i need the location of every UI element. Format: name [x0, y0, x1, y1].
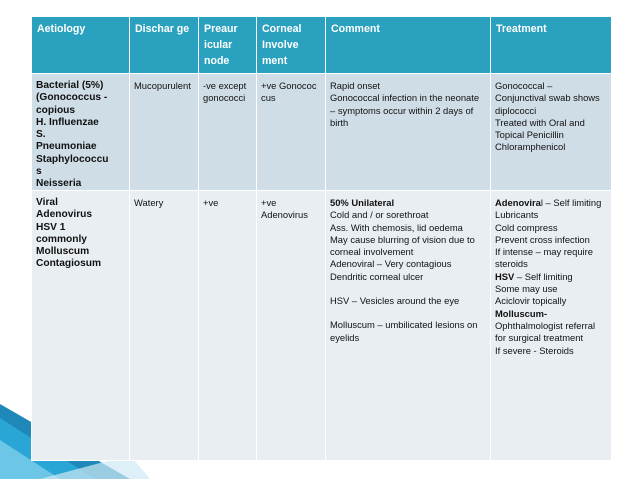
cell-aetiology	[32, 191, 130, 461]
header-comment: Comment	[326, 17, 491, 74]
header-preauricular-node: Preaur icular node	[199, 17, 257, 74]
treatment-line: Cold compress	[495, 221, 558, 233]
comment-line: Adenoviral – Very contagious	[330, 258, 452, 270]
comment-line: Gonococcal infection in the neonate – symptoms occur within 2 days of birth	[330, 92, 480, 128]
cell-treatment	[491, 74, 612, 191]
treatment-label: Molluscum-	[495, 307, 548, 319]
treatment-line: Ophthalmologist referral for surgical treatment	[495, 319, 596, 344]
treatment-label: Adenovira	[495, 197, 541, 208]
treatment-line: Some may use	[495, 283, 558, 295]
treatment-line: Treated with Oral and Topical Penicillin	[495, 116, 585, 141]
treatment-line: If severe - Steroids	[495, 344, 574, 356]
comment-line: Rapid onset	[330, 80, 381, 91]
table-row-bacterial	[32, 74, 612, 191]
aetiology-list	[36, 80, 125, 187]
comment-line: Ass. With chemosis, lid oedema	[330, 221, 463, 233]
header-row	[32, 17, 612, 74]
treatment-line: Gonococcal –	[495, 80, 553, 91]
table-row-viral	[32, 191, 612, 461]
aetiology-line: Adenovirus	[36, 209, 93, 221]
aetiology-line: s	[36, 166, 42, 178]
aetiology-line: Viral	[36, 197, 58, 208]
comment-line: HSV – Vesicles around the eye	[330, 295, 460, 307]
cell-corneal: +ve Gonococcus	[257, 74, 326, 191]
comment-line: Dendritic corneal ulcer	[330, 270, 424, 282]
cell-discharge: Watery	[130, 191, 199, 461]
aetiology-line: Bacterial (5%)	[36, 80, 104, 91]
treatment-line: If intense – may require steroids	[495, 246, 593, 270]
treatment-hsv	[495, 271, 607, 283]
treatment-adenoviral	[495, 197, 607, 209]
aetiology-line: (Gonococcus -	[36, 92, 108, 104]
aetiology-line: Neisseria	[36, 178, 82, 187]
cell-treatment	[491, 191, 612, 461]
cell-node: -ve except gonococci	[199, 74, 257, 191]
aetiology-line: Staphylococcu	[36, 153, 109, 165]
treatment-line: Lubricants	[495, 209, 539, 221]
treatment-line: Prevent cross infection	[495, 233, 590, 245]
cell-comment	[326, 191, 491, 461]
comment-line: May cause blurring of vision due to corneal involvement	[330, 233, 475, 258]
aetiology-line: copious	[36, 104, 76, 116]
treatment-line: Conjunctival swab shows diplococci	[495, 92, 600, 116]
conjunctivitis-table	[31, 16, 612, 461]
aetiology-line: Molluscum	[36, 246, 90, 258]
treatment-text: – Self limiting	[514, 270, 573, 282]
cell-node: +ve	[199, 191, 257, 461]
comment-line: Molluscum – umbilicated lesions on eyelids	[330, 319, 478, 343]
header-aetiology: Aetiology	[32, 17, 130, 74]
header-treatment: Treatment	[491, 17, 612, 74]
treatment-label: HSV	[495, 270, 515, 282]
aetiology-line: Contagiosum	[36, 258, 102, 270]
cell-discharge: Mucopurulent	[130, 74, 199, 191]
treatment-line: Aciclovir topically	[495, 295, 567, 307]
treatment-text: l – Self limiting	[540, 197, 602, 208]
comment-line: Cold and / or sorethroat	[330, 209, 429, 221]
aetiology-line: commonly	[36, 233, 87, 245]
aetiology-list	[36, 197, 125, 271]
header-corneal-involvement: Corneal Involve ment	[257, 17, 326, 74]
comment-heading: 50% Unilateral	[330, 197, 395, 208]
aetiology-line: H. Influenzae	[36, 116, 99, 128]
aetiology-line: Pneumoniae	[36, 141, 97, 153]
treatment-line: Chloramphenicol	[495, 141, 566, 153]
aetiology-line: HSV 1	[36, 221, 66, 233]
aetiology-line: S.	[36, 129, 46, 141]
header-discharge: Dischar ge	[130, 17, 199, 74]
cell-aetiology	[32, 74, 130, 191]
cell-comment	[326, 74, 491, 191]
cell-corneal: +ve Adenovirus	[257, 191, 326, 461]
